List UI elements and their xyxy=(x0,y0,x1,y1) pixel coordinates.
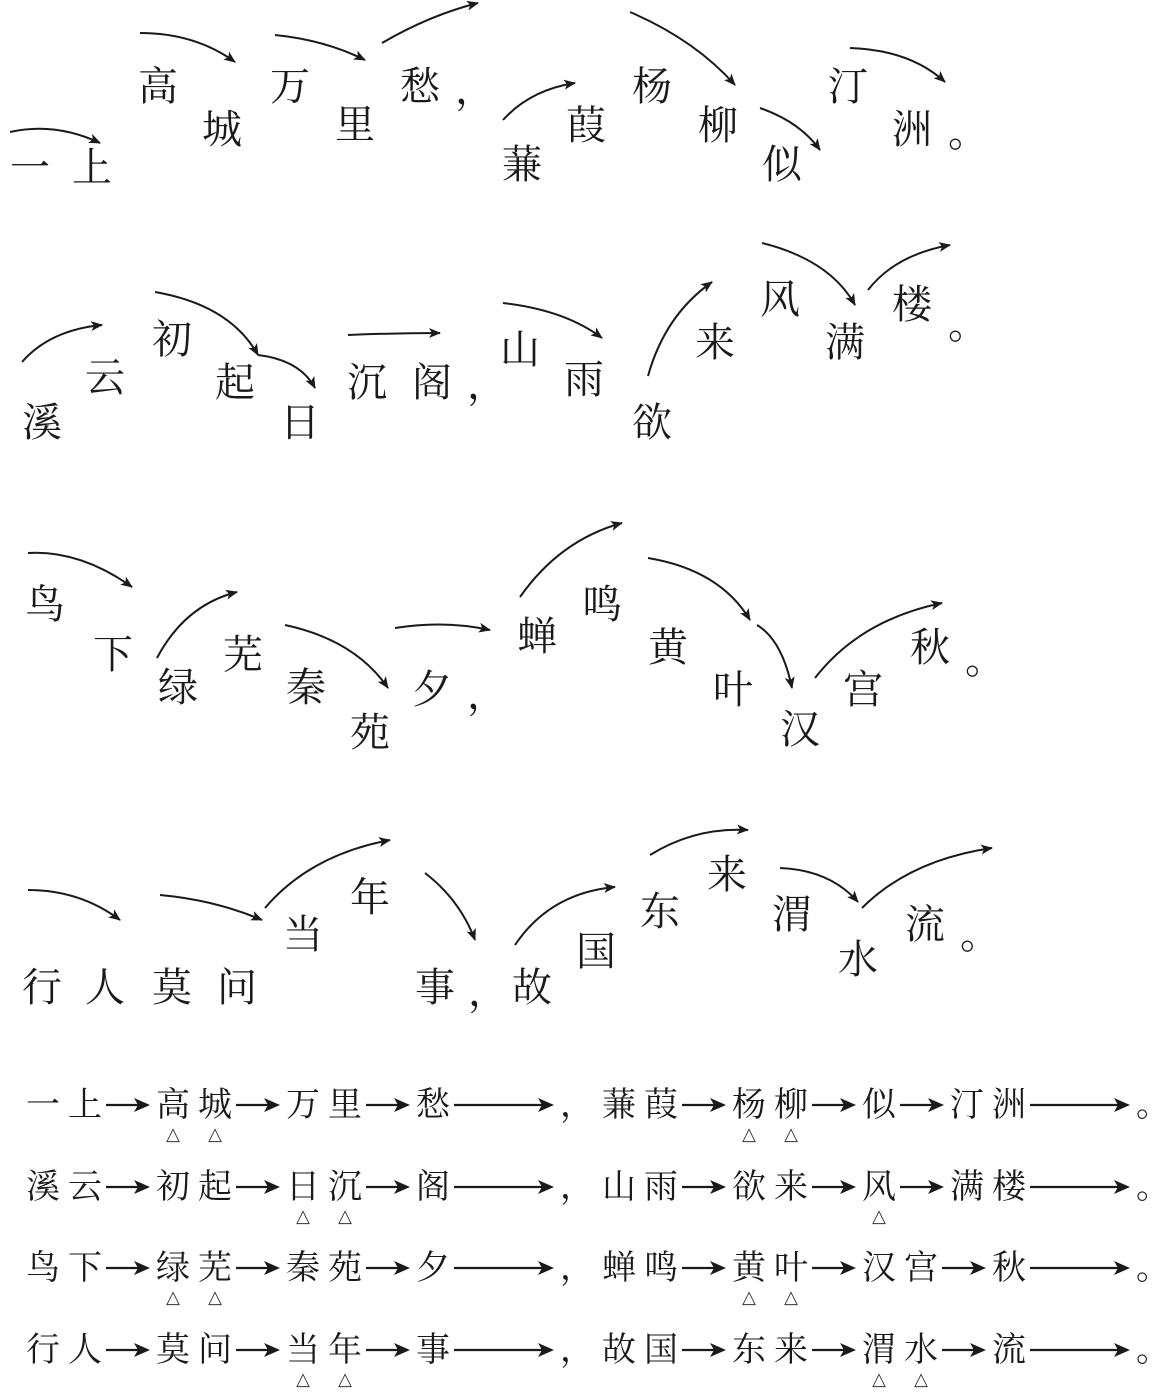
summary-char: 东 xyxy=(732,1330,766,1370)
summary-char: 云 xyxy=(68,1167,102,1207)
summary-char: 阁 xyxy=(416,1167,450,1207)
summary-arrow xyxy=(942,1340,986,1360)
summary-char: 事 xyxy=(416,1330,450,1370)
summary-char: 杨 xyxy=(732,1085,766,1125)
poem-char: 葭 xyxy=(566,103,606,149)
summary-char: 当 xyxy=(286,1330,320,1370)
poem-char: 来 xyxy=(695,320,735,366)
summary-char: 起 xyxy=(198,1167,232,1207)
poem-char: 满 xyxy=(825,320,865,366)
emphasis-triangle-mark: △ xyxy=(338,1369,352,1390)
summary-arrow xyxy=(1030,1177,1130,1197)
summary-char: 雨 xyxy=(644,1167,678,1207)
emphasis-triangle-mark: △ xyxy=(784,1124,798,1145)
summary-punctuation: 。 xyxy=(1136,1085,1170,1125)
summary-char: 沉 xyxy=(328,1167,362,1207)
poem-char: 鸟 xyxy=(25,582,65,628)
summary-char: 国 xyxy=(644,1330,678,1370)
summary-char: 问 xyxy=(198,1330,232,1370)
emphasis-triangle-mark: △ xyxy=(296,1369,310,1390)
summary-char: 鸟 xyxy=(26,1248,60,1288)
emphasis-triangle-mark: △ xyxy=(872,1369,886,1390)
emphasis-triangle-mark: △ xyxy=(208,1124,222,1145)
poem-char: 一 xyxy=(10,145,50,191)
poem-char: 年 xyxy=(350,875,390,921)
poem-char: 流 xyxy=(905,902,945,948)
summary-char: 上 xyxy=(68,1085,102,1125)
punctuation: 。 xyxy=(960,912,1000,958)
emphasis-triangle-mark: △ xyxy=(166,1287,180,1308)
summary-arrow xyxy=(812,1095,856,1115)
summary-char: 汉 xyxy=(862,1248,896,1288)
summary-char: 故 xyxy=(602,1330,636,1370)
poem-char: 故 xyxy=(512,965,552,1011)
summary-arrow xyxy=(454,1258,554,1278)
poem-char: 来 xyxy=(707,852,747,898)
poem-char: 欲 xyxy=(632,400,672,446)
summary-char: 行 xyxy=(26,1330,60,1370)
emphasis-triangle-mark: △ xyxy=(166,1124,180,1145)
poem-char: 云 xyxy=(85,355,125,401)
emphasis-triangle-mark: △ xyxy=(742,1287,756,1308)
summary-arrow xyxy=(106,1095,150,1115)
summary-char: 山 xyxy=(602,1167,636,1207)
summary-arrow xyxy=(366,1258,410,1278)
summary-char: 柳 xyxy=(774,1085,808,1125)
poem-char: 下 xyxy=(93,632,133,678)
summary-char: 洲 xyxy=(992,1085,1026,1125)
summary-char: 溪 xyxy=(26,1167,60,1207)
summary-arrow xyxy=(682,1340,726,1360)
summary-arrow xyxy=(454,1177,554,1197)
summary-arrow xyxy=(900,1177,944,1197)
summary-char: 绿 xyxy=(156,1248,190,1288)
summary-char: 苑 xyxy=(328,1248,362,1288)
emphasis-triangle-mark: △ xyxy=(784,1287,798,1308)
poem-char: 行 xyxy=(22,965,62,1011)
punctuation: 。 xyxy=(948,302,988,348)
poem-char: 高 xyxy=(138,64,178,110)
summary-char: 黄 xyxy=(732,1248,766,1288)
summary-arrow xyxy=(1030,1258,1130,1278)
summary-char: 葭 xyxy=(644,1085,678,1125)
summary-char: 蒹 xyxy=(602,1085,636,1125)
summary-char: 下 xyxy=(68,1248,102,1288)
summary-char: 一 xyxy=(26,1085,60,1125)
summary-char: 渭 xyxy=(862,1330,896,1370)
poem-char: 国 xyxy=(576,929,616,975)
poem-char: 风 xyxy=(760,277,800,323)
poem-char: 汉 xyxy=(780,707,820,753)
poem-char: 蝉 xyxy=(517,614,557,660)
poem-char: 东 xyxy=(640,889,680,935)
poem-char: 山 xyxy=(500,327,540,373)
summary-punctuation: ， xyxy=(560,1167,594,1207)
poem-char: 渭 xyxy=(772,892,812,938)
poem-char: 洲 xyxy=(892,107,932,153)
summary-punctuation: ， xyxy=(560,1248,594,1288)
summary-char: 满 xyxy=(950,1167,984,1207)
poem-char: 上 xyxy=(72,145,112,191)
emphasis-triangle-mark: △ xyxy=(296,1206,310,1227)
summary-arrow xyxy=(366,1340,410,1360)
summary-arrow xyxy=(106,1258,150,1278)
summary-arrow xyxy=(454,1340,554,1360)
summary-arrow xyxy=(366,1177,410,1197)
summary-char: 宫 xyxy=(904,1248,938,1288)
poem-char: 阁 xyxy=(412,360,452,406)
poem-char: 芜 xyxy=(223,632,263,678)
summary-arrow xyxy=(1030,1095,1130,1115)
summary-char: 来 xyxy=(774,1167,808,1207)
summary-punctuation: ， xyxy=(560,1330,594,1370)
poem-char: 汀 xyxy=(828,64,868,110)
summary-char: 人 xyxy=(68,1330,102,1370)
summary-char: 日 xyxy=(286,1167,320,1207)
summary-char: 芜 xyxy=(198,1248,232,1288)
summary-char: 楼 xyxy=(992,1167,1026,1207)
summary-punctuation: 。 xyxy=(1136,1330,1170,1370)
punctuation: ， xyxy=(467,362,507,408)
summary-arrow xyxy=(106,1177,150,1197)
summary-char: 莫 xyxy=(156,1330,190,1370)
summary-arrow xyxy=(106,1340,150,1360)
poem-char: 溪 xyxy=(22,400,62,446)
summary-punctuation: ， xyxy=(560,1085,594,1125)
summary-arrow xyxy=(682,1095,726,1115)
poem-char: 苑 xyxy=(350,710,390,756)
summary-char: 流 xyxy=(992,1330,1026,1370)
summary-char: 汀 xyxy=(950,1085,984,1125)
emphasis-triangle-mark: △ xyxy=(914,1369,928,1390)
poem-char: 蒹 xyxy=(502,142,542,188)
poem-char: 愁 xyxy=(400,64,440,110)
summary-char: 秦 xyxy=(286,1248,320,1288)
poem-char: 鸣 xyxy=(582,582,622,628)
summary-arrow xyxy=(236,1340,280,1360)
emphasis-triangle-mark: △ xyxy=(338,1206,352,1227)
poem-char: 似 xyxy=(762,142,802,188)
poem-char: 绿 xyxy=(158,665,198,711)
summary-arrow xyxy=(236,1258,280,1278)
poem-char: 起 xyxy=(215,360,255,406)
poem-char: 楼 xyxy=(892,282,932,328)
summary-arrow xyxy=(812,1258,856,1278)
poem-char: 里 xyxy=(335,102,375,148)
poem-char: 夕 xyxy=(412,667,452,713)
summary-char: 鸣 xyxy=(644,1248,678,1288)
poem-char: 叶 xyxy=(713,667,753,713)
poem-char: 城 xyxy=(202,107,242,153)
summary-char: 万 xyxy=(286,1085,320,1125)
summary-char: 愁 xyxy=(416,1085,450,1125)
summary-punctuation: 。 xyxy=(1136,1248,1170,1288)
summary-char: 蝉 xyxy=(602,1248,636,1288)
summary-char: 年 xyxy=(328,1330,362,1370)
punctuation: ， xyxy=(467,672,507,718)
emphasis-triangle-mark: △ xyxy=(208,1287,222,1308)
poem-char: 万 xyxy=(270,64,310,110)
summary-char: 初 xyxy=(156,1167,190,1207)
poem-char: 水 xyxy=(838,937,878,983)
summary-char: 来 xyxy=(774,1330,808,1370)
emphasis-triangle-mark: △ xyxy=(872,1206,886,1227)
summary-arrow xyxy=(1030,1340,1130,1360)
summary-char: 水 xyxy=(904,1330,938,1370)
summary-arrow xyxy=(682,1258,726,1278)
punctuation: 。 xyxy=(965,637,1005,683)
poem-char: 问 xyxy=(217,965,257,1011)
summary-char: 欲 xyxy=(732,1167,766,1207)
summary-char: 风 xyxy=(862,1167,896,1207)
summary-arrow xyxy=(454,1095,554,1115)
poem-char: 沉 xyxy=(347,360,387,406)
emphasis-triangle-mark: △ xyxy=(742,1124,756,1145)
summary-arrow xyxy=(236,1177,280,1197)
summary-arrow xyxy=(812,1177,856,1197)
poem-char: 宫 xyxy=(843,667,883,713)
summary-char: 里 xyxy=(328,1085,362,1125)
poem-char: 初 xyxy=(152,317,192,363)
poem-char: 当 xyxy=(283,912,323,958)
poem-char: 秋 xyxy=(910,625,950,671)
summary-char: 城 xyxy=(198,1085,232,1125)
poem-char: 事 xyxy=(415,965,455,1011)
poem-char: 人 xyxy=(85,965,125,1011)
summary-char: 叶 xyxy=(774,1248,808,1288)
punctuation: ， xyxy=(468,969,508,1015)
punctuation: 。 xyxy=(948,110,988,156)
poem-char: 秦 xyxy=(286,665,326,711)
summary-arrow xyxy=(942,1258,986,1278)
summary-char: 秋 xyxy=(992,1248,1026,1288)
poem-char: 莫 xyxy=(152,965,192,1011)
poem-char: 雨 xyxy=(564,357,604,403)
summary-char: 夕 xyxy=(416,1248,450,1288)
punctuation: ， xyxy=(455,67,495,113)
poem-char: 黄 xyxy=(648,625,688,671)
poem-char: 日 xyxy=(280,400,320,446)
summary-arrow xyxy=(236,1095,280,1115)
summary-arrow xyxy=(812,1340,856,1360)
summary-char: 高 xyxy=(156,1085,190,1125)
summary-punctuation: 。 xyxy=(1136,1167,1170,1207)
summary-char: 似 xyxy=(862,1085,896,1125)
summary-arrow xyxy=(682,1177,726,1197)
summary-arrow xyxy=(366,1095,410,1115)
summary-arrow xyxy=(900,1095,944,1115)
poem-char: 柳 xyxy=(698,103,738,149)
poem-char: 杨 xyxy=(632,64,672,110)
